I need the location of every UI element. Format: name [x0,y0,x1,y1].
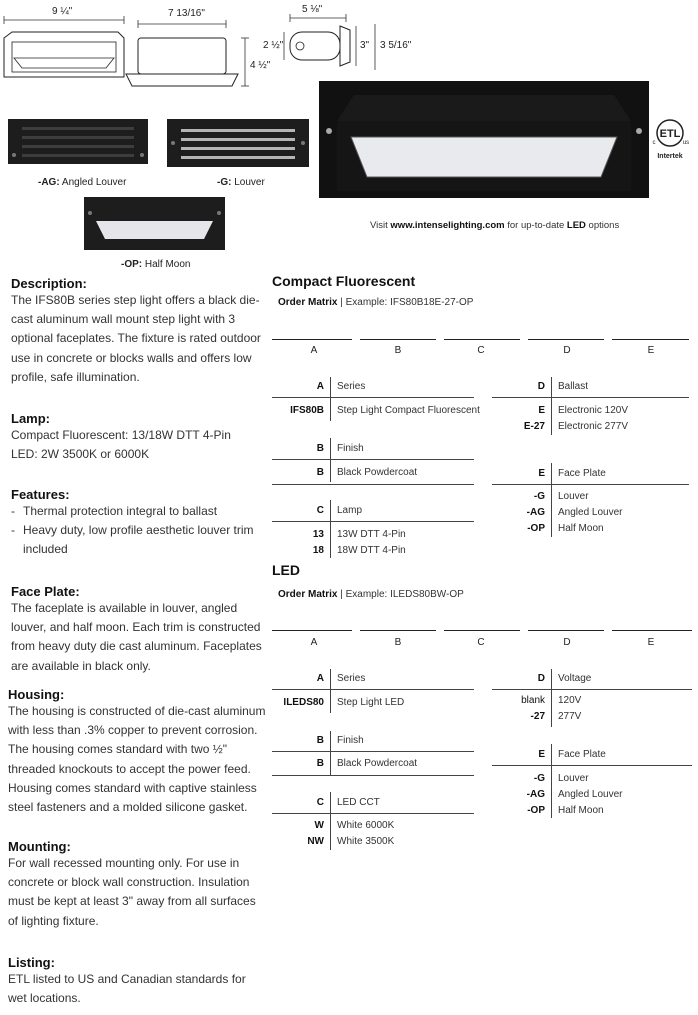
led-b-label: Finish [337,735,364,746]
mounting-section [8,839,264,931]
led-a-val: Step Light LED [337,697,405,708]
led-b-divider [330,731,331,775]
cf-e-code: E [538,468,545,479]
description-heading: Description: [11,276,87,291]
led-d2: 277V [558,711,582,722]
cf-c2-code: 18 [312,545,324,556]
led-col-line-a [272,630,352,631]
led-d-code: D [537,673,545,684]
led-a-label: Series [337,673,366,684]
led-d-rule [492,689,692,690]
cf-d-label: Ballast [558,381,589,392]
led-a-val-code: ILEDS80 [283,697,324,708]
faceplate-text: The faceplate is available in louver, angled louver, and half moon. Each trim is constructed from heavy duty die cast aluminum. Faceplates are available in black only. [11,601,262,673]
cf-b-code: B [316,443,324,454]
caption-half-moon: -OP: Half Moon [121,259,191,270]
caption-louver: -G: Louver [217,177,265,188]
cf-col-line-e [612,339,689,340]
cf-a-label: Series [337,381,366,392]
listing-text: ETL listed to US and Canadian standards for wet locations. [8,972,246,1006]
dim-height-body: 4 ½" [250,60,271,71]
led-e2-code: -AG [526,789,545,800]
cf-e2: Angled Louver [558,507,623,518]
cf-e1: Louver [558,491,589,502]
housing-text: The housing is constructed of die-cast aluminum with less than .3% copper to prevent corrosion. The housing comes standard with two ½" threaded knockouts to accept the power feed. Housing comes standard with captive stainless steel fasteners and a molded silicone gasket. [8,704,266,815]
dim-side-width: 5 ⅛" [302,4,323,15]
cf-a-code: A [316,381,324,392]
cf-e-divider [551,463,552,537]
led-c-rule [272,813,474,814]
cf-b-val-code: B [316,467,324,478]
dim-side-left: 2 ½" [263,40,284,51]
cf-d2: Electronic 277V [558,421,629,432]
intertek-label: Intertek [657,153,683,160]
cf-a-val: Step Light Compact Fluorescent [337,405,480,416]
cf-a-val-code: IFS80B [290,405,324,416]
description-text: The IFS80B series step light offers a black die-cast aluminum wall mount step light with 3 optional faceplates. The fixture is rated outdoor use in concrete or blocks walls and offers low profile, safe illumination. [11,293,261,384]
listing-heading: Listing: [8,955,55,970]
etl-certification-mark [650,118,690,160]
led-c-divider [330,792,331,850]
cf-a-divider [330,377,331,421]
cf-d1-code: E [538,405,545,416]
led-d-label: Voltage [558,673,592,684]
led-b-val-code: B [316,758,324,769]
listing-section [8,955,264,1008]
led-b-code: B [316,735,324,746]
side-view-drawing [280,10,380,80]
cf-b-label: Finish [337,443,364,454]
led-e1: Louver [558,773,589,784]
led-a-rule [272,689,474,690]
cf-e1-code: -G [533,491,545,502]
led-title: LED [272,562,300,578]
led-b-bottom-rule [272,775,474,776]
led-col-line-e [612,630,692,631]
led-col-b: B [394,637,402,648]
led-a-code: A [316,673,324,684]
angled-louver-photo [8,119,148,164]
dim-side-h2: 3 5/16" [380,40,412,51]
led-col-d: D [563,637,571,648]
cf-c-code: C [316,505,324,516]
led-col-c: C [477,637,485,648]
housing-heading: Housing: [8,687,65,702]
svg-text:c: c [652,140,656,146]
cf-b-bottom-rule [272,484,474,485]
led-d1-code: blank [521,695,545,706]
cf-a-rule [272,397,474,398]
led-col-line-d [528,630,604,631]
features-list [11,502,264,560]
features-heading: Features: [11,487,70,502]
cf-c1: 13W DTT 4-Pin [337,529,406,540]
led-d-divider [551,669,552,727]
cf-col-line-b [360,339,436,340]
cf-e2-code: -AG [526,507,545,518]
led-e1-code: -G [533,773,545,784]
front-view-drawing [0,0,130,100]
cf-d-divider [551,377,552,435]
dim-width-top: 7 13/16" [168,8,205,19]
led-e-label: Face Plate [558,749,606,760]
cf-d2-code: E-27 [523,421,545,432]
dim-side-h1: 3" [360,40,370,51]
cf-b-val: Black Powdercoat [337,467,418,478]
led-c-code: C [316,797,324,808]
led-e-divider [551,744,552,818]
top-view-drawing [120,0,255,100]
led-e-rule [492,765,692,766]
visit-line: Visit www.intenselighting.com for up-to-date LED options [370,220,620,231]
lamp-line-2: LED: 2W 3500K or 6000K [11,447,150,462]
led-col-line-c [444,630,520,631]
dim-width-front: 9 ¼" [52,6,73,17]
led-c-label: LED CCT [337,797,380,808]
faceplate-section [11,584,264,676]
product-photo [319,81,649,198]
cf-c1-code: 13 [312,529,324,540]
feature-item: - Thermal protection integral to ballast [11,502,264,521]
led-c1: White 6000K [337,820,395,831]
website-link[interactable]: www.intenselighting.com [390,220,505,231]
led-col-e: E [647,637,655,648]
svg-text:us: us [682,140,690,146]
cf-e3: Half Moon [558,523,604,534]
cf-col-line-d [528,339,604,340]
cf-col-d: D [563,345,571,356]
cf-d1: Electronic 120V [558,405,629,416]
led-col-line-b [360,630,436,631]
etl-logo-icon [650,118,690,148]
cf-col-b: B [394,345,402,356]
feature-item: - Heavy duty, low profile aesthetic louver trim included [11,521,264,559]
cf-e3-code: -OP [527,523,545,534]
louver-photo [167,119,309,167]
mounting-text: For wall recessed mounting only. For use in concrete or block wall construction. Insulation must be kept at least 3" away from all surfaces of lighting fixture. [8,856,256,928]
cf-order-example: Order Matrix | Example: IFS80B18E-27-OP [278,297,474,308]
led-e3-code: -OP [527,805,545,816]
mounting-heading: Mounting: [8,839,71,854]
cf-e-label: Face Plate [558,468,606,479]
led-c2-code: NW [307,836,324,847]
lamp-section [11,411,264,464]
led-b-rule [272,751,474,752]
cf-col-a: A [310,345,318,356]
half-moon-photo [84,197,225,250]
led-e-code: E [538,749,545,760]
cf-d-code: D [537,381,545,392]
cf-b-rule [272,459,474,460]
led-order-example: Order Matrix | Example: ILEDS80BW-OP [278,589,464,600]
cf-col-e: E [647,345,655,356]
led-e2: Angled Louver [558,789,623,800]
svg-text:ETL: ETL [659,128,681,140]
lamp-line-1: Compact Fluorescent: 13/18W DTT 4-Pin [11,428,231,442]
led-c1-code: W [314,820,324,831]
caption-angled-louver: -AG: Angled Louver [38,177,127,188]
cf-c-label: Lamp [337,505,363,516]
left-column [11,276,264,387]
led-a-divider [330,669,331,713]
led-col-a: A [310,637,318,648]
cf-d-rule [492,397,689,398]
features-section [11,487,264,560]
cf-b-divider [330,438,331,482]
faceplate-heading: Face Plate: [11,584,80,599]
cf-col-line-a [272,339,352,340]
cf-c-divider [330,500,331,558]
cf-col-line-c [444,339,520,340]
cf-title: Compact Fluorescent [272,273,416,289]
lamp-heading: Lamp: [11,411,50,426]
led-c2: White 3500K [337,836,395,847]
housing-section [8,687,266,817]
cf-e-rule [492,484,689,485]
led-d2-code: -27 [530,711,545,722]
cf-c-rule [272,521,474,522]
led-d1: 120V [558,695,582,706]
cf-col-c: C [477,345,485,356]
cf-c2: 18W DTT 4-Pin [337,545,406,556]
led-b-val: Black Powdercoat [337,758,418,769]
led-e3: Half Moon [558,805,604,816]
